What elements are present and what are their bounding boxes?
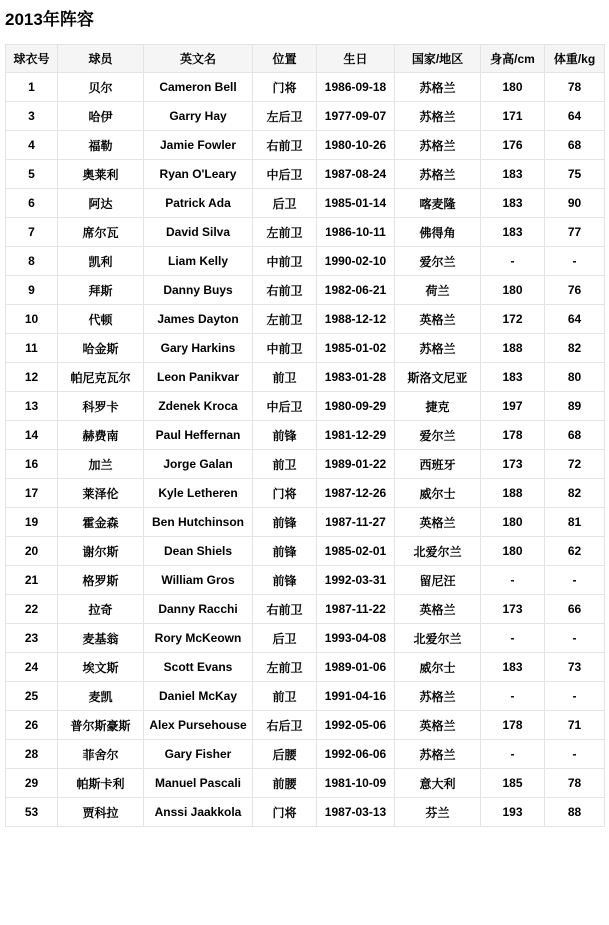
height-cell: 183 bbox=[481, 189, 545, 218]
table-header bbox=[6, 45, 605, 73]
height-cell: - bbox=[481, 247, 545, 276]
position-cell: 右前卫 bbox=[253, 595, 317, 624]
country-cell: 喀麦隆 bbox=[395, 189, 481, 218]
position-cell: 左前卫 bbox=[253, 653, 317, 682]
height-cell: 183 bbox=[481, 160, 545, 189]
player-name-cell: 帕斯卡利 bbox=[58, 769, 144, 798]
jersey-number-cell: 6 bbox=[6, 189, 58, 218]
table-row bbox=[6, 102, 605, 131]
height-cell: - bbox=[481, 740, 545, 769]
table-body bbox=[6, 73, 605, 827]
country-cell: 英格兰 bbox=[395, 595, 481, 624]
player-name-cell: 奥莱利 bbox=[58, 160, 144, 189]
jersey-number-cell: 16 bbox=[6, 450, 58, 479]
birthday-cell: 1983-01-28 bbox=[317, 363, 395, 392]
table-row bbox=[6, 131, 605, 160]
table-row bbox=[6, 711, 605, 740]
english-name-cell: Gary Harkins bbox=[144, 334, 253, 363]
weight-cell: 73 bbox=[545, 653, 605, 682]
player-name-cell: 代顿 bbox=[58, 305, 144, 334]
weight-cell: 77 bbox=[545, 218, 605, 247]
country-cell: 苏格兰 bbox=[395, 73, 481, 102]
jersey-number-cell: 9 bbox=[6, 276, 58, 305]
jersey-number-cell: 1 bbox=[6, 73, 58, 102]
english-name-cell: Manuel Pascali bbox=[144, 769, 253, 798]
column-header-birthday: 生日 bbox=[317, 45, 395, 73]
country-cell: 佛得角 bbox=[395, 218, 481, 247]
position-cell: 中后卫 bbox=[253, 392, 317, 421]
height-cell: 183 bbox=[481, 363, 545, 392]
player-name-cell: 拉奇 bbox=[58, 595, 144, 624]
position-cell: 前锋 bbox=[253, 508, 317, 537]
height-cell: 188 bbox=[481, 334, 545, 363]
player-name-cell: 拜斯 bbox=[58, 276, 144, 305]
weight-cell: 71 bbox=[545, 711, 605, 740]
weight-cell: 78 bbox=[545, 73, 605, 102]
position-cell: 左前卫 bbox=[253, 305, 317, 334]
height-cell: - bbox=[481, 682, 545, 711]
jersey-number-cell: 12 bbox=[6, 363, 58, 392]
table-row bbox=[6, 160, 605, 189]
player-name-cell: 格罗斯 bbox=[58, 566, 144, 595]
position-cell: 门将 bbox=[253, 73, 317, 102]
jersey-number-cell: 20 bbox=[6, 537, 58, 566]
weight-cell: 68 bbox=[545, 131, 605, 160]
birthday-cell: 1985-01-14 bbox=[317, 189, 395, 218]
birthday-cell: 1986-09-18 bbox=[317, 73, 395, 102]
column-header-english-name: 英文名 bbox=[144, 45, 253, 73]
jersey-number-cell: 28 bbox=[6, 740, 58, 769]
country-cell: 捷克 bbox=[395, 392, 481, 421]
position-cell: 左前卫 bbox=[253, 218, 317, 247]
birthday-cell: 1981-12-29 bbox=[317, 421, 395, 450]
weight-cell: 81 bbox=[545, 508, 605, 537]
height-cell: 197 bbox=[481, 392, 545, 421]
player-name-cell: 福勒 bbox=[58, 131, 144, 160]
english-name-cell: Ben Hutchinson bbox=[144, 508, 253, 537]
table-row bbox=[6, 218, 605, 247]
birthday-cell: 1992-05-06 bbox=[317, 711, 395, 740]
page-title: 2013年阵容 bbox=[5, 10, 94, 29]
english-name-cell: Gary Fisher bbox=[144, 740, 253, 769]
table-row bbox=[6, 798, 605, 827]
weight-cell: 90 bbox=[545, 189, 605, 218]
birthday-cell: 1985-02-01 bbox=[317, 537, 395, 566]
player-name-cell: 帕尼克瓦尔 bbox=[58, 363, 144, 392]
column-header-jersey-number: 球衣号 bbox=[6, 45, 58, 73]
height-cell: 171 bbox=[481, 102, 545, 131]
position-cell: 门将 bbox=[253, 479, 317, 508]
height-cell: 180 bbox=[481, 537, 545, 566]
position-cell: 前腰 bbox=[253, 769, 317, 798]
birthday-cell: 1980-09-29 bbox=[317, 392, 395, 421]
birthday-cell: 1992-03-31 bbox=[317, 566, 395, 595]
country-cell: 爱尔兰 bbox=[395, 247, 481, 276]
english-name-cell: William Gros bbox=[144, 566, 253, 595]
position-cell: 前卫 bbox=[253, 450, 317, 479]
table-header-row bbox=[6, 45, 605, 73]
weight-cell: 64 bbox=[545, 102, 605, 131]
birthday-cell: 1980-10-26 bbox=[317, 131, 395, 160]
player-name-cell: 阿达 bbox=[58, 189, 144, 218]
english-name-cell: Anssi Jaakkola bbox=[144, 798, 253, 827]
weight-cell: 78 bbox=[545, 769, 605, 798]
player-name-cell: 贾科拉 bbox=[58, 798, 144, 827]
birthday-cell: 1987-11-22 bbox=[317, 595, 395, 624]
weight-cell: - bbox=[545, 247, 605, 276]
player-name-cell: 普尔斯豪斯 bbox=[58, 711, 144, 740]
height-cell: 178 bbox=[481, 711, 545, 740]
table-row bbox=[6, 450, 605, 479]
english-name-cell: Danny Buys bbox=[144, 276, 253, 305]
weight-cell: 75 bbox=[545, 160, 605, 189]
position-cell: 后腰 bbox=[253, 740, 317, 769]
height-cell: 193 bbox=[481, 798, 545, 827]
birthday-cell: 1981-10-09 bbox=[317, 769, 395, 798]
height-cell: 180 bbox=[481, 508, 545, 537]
position-cell: 后卫 bbox=[253, 624, 317, 653]
player-name-cell: 埃文斯 bbox=[58, 653, 144, 682]
english-name-cell: Jamie Fowler bbox=[144, 131, 253, 160]
position-cell: 后卫 bbox=[253, 189, 317, 218]
country-cell: 英格兰 bbox=[395, 305, 481, 334]
position-cell: 前锋 bbox=[253, 566, 317, 595]
jersey-number-cell: 11 bbox=[6, 334, 58, 363]
birthday-cell: 1992-06-06 bbox=[317, 740, 395, 769]
country-cell: 北爱尔兰 bbox=[395, 624, 481, 653]
jersey-number-cell: 19 bbox=[6, 508, 58, 537]
position-cell: 中前卫 bbox=[253, 247, 317, 276]
height-cell: 176 bbox=[481, 131, 545, 160]
table-row bbox=[6, 682, 605, 711]
jersey-number-cell: 25 bbox=[6, 682, 58, 711]
english-name-cell: Cameron Bell bbox=[144, 73, 253, 102]
position-cell: 右后卫 bbox=[253, 711, 317, 740]
position-cell: 右前卫 bbox=[253, 131, 317, 160]
country-cell: 威尔士 bbox=[395, 479, 481, 508]
weight-cell: 62 bbox=[545, 537, 605, 566]
english-name-cell: Kyle Letheren bbox=[144, 479, 253, 508]
weight-cell: 88 bbox=[545, 798, 605, 827]
height-cell: - bbox=[481, 624, 545, 653]
player-name-cell: 科罗卡 bbox=[58, 392, 144, 421]
player-name-cell: 席尔瓦 bbox=[58, 218, 144, 247]
table-row bbox=[6, 479, 605, 508]
player-name-cell: 凯利 bbox=[58, 247, 144, 276]
jersey-number-cell: 4 bbox=[6, 131, 58, 160]
jersey-number-cell: 7 bbox=[6, 218, 58, 247]
player-name-cell: 谢尔斯 bbox=[58, 537, 144, 566]
birthday-cell: 1987-08-24 bbox=[317, 160, 395, 189]
table-row bbox=[6, 508, 605, 537]
player-name-cell: 赫费南 bbox=[58, 421, 144, 450]
birthday-cell: 1988-12-12 bbox=[317, 305, 395, 334]
country-cell: 苏格兰 bbox=[395, 131, 481, 160]
squad-table bbox=[5, 44, 605, 827]
birthday-cell: 1993-04-08 bbox=[317, 624, 395, 653]
country-cell: 苏格兰 bbox=[395, 334, 481, 363]
position-cell: 左后卫 bbox=[253, 102, 317, 131]
birthday-cell: 1990-02-10 bbox=[317, 247, 395, 276]
weight-cell: - bbox=[545, 566, 605, 595]
jersey-number-cell: 24 bbox=[6, 653, 58, 682]
country-cell: 苏格兰 bbox=[395, 160, 481, 189]
birthday-cell: 1987-03-13 bbox=[317, 798, 395, 827]
height-cell: 185 bbox=[481, 769, 545, 798]
height-cell: 180 bbox=[481, 73, 545, 102]
jersey-number-cell: 10 bbox=[6, 305, 58, 334]
country-cell: 爱尔兰 bbox=[395, 421, 481, 450]
birthday-cell: 1986-10-11 bbox=[317, 218, 395, 247]
jersey-number-cell: 8 bbox=[6, 247, 58, 276]
weight-cell: 68 bbox=[545, 421, 605, 450]
position-cell: 前锋 bbox=[253, 537, 317, 566]
english-name-cell: Liam Kelly bbox=[144, 247, 253, 276]
player-name-cell: 麦基翁 bbox=[58, 624, 144, 653]
country-cell: 苏格兰 bbox=[395, 740, 481, 769]
jersey-number-cell: 53 bbox=[6, 798, 58, 827]
table-row bbox=[6, 653, 605, 682]
jersey-number-cell: 17 bbox=[6, 479, 58, 508]
height-cell: - bbox=[481, 566, 545, 595]
height-cell: 183 bbox=[481, 653, 545, 682]
birthday-cell: 1987-11-27 bbox=[317, 508, 395, 537]
weight-cell: - bbox=[545, 682, 605, 711]
height-cell: 172 bbox=[481, 305, 545, 334]
jersey-number-cell: 14 bbox=[6, 421, 58, 450]
position-cell: 中前卫 bbox=[253, 334, 317, 363]
jersey-number-cell: 23 bbox=[6, 624, 58, 653]
table-row bbox=[6, 740, 605, 769]
player-name-cell: 加兰 bbox=[58, 450, 144, 479]
table-row bbox=[6, 566, 605, 595]
country-cell: 意大利 bbox=[395, 769, 481, 798]
jersey-number-cell: 5 bbox=[6, 160, 58, 189]
english-name-cell: Zdenek Kroca bbox=[144, 392, 253, 421]
height-cell: 173 bbox=[481, 450, 545, 479]
table-row bbox=[6, 276, 605, 305]
player-name-cell: 菲舍尔 bbox=[58, 740, 144, 769]
player-name-cell: 贝尔 bbox=[58, 73, 144, 102]
english-name-cell: Danny Racchi bbox=[144, 595, 253, 624]
birthday-cell: 1982-06-21 bbox=[317, 276, 395, 305]
weight-cell: 80 bbox=[545, 363, 605, 392]
position-cell: 前卫 bbox=[253, 682, 317, 711]
country-cell: 西班牙 bbox=[395, 450, 481, 479]
table-row bbox=[6, 624, 605, 653]
country-cell: 北爱尔兰 bbox=[395, 537, 481, 566]
english-name-cell: Patrick Ada bbox=[144, 189, 253, 218]
weight-cell: 82 bbox=[545, 479, 605, 508]
jersey-number-cell: 22 bbox=[6, 595, 58, 624]
table-row bbox=[6, 334, 605, 363]
weight-cell: 76 bbox=[545, 276, 605, 305]
country-cell: 英格兰 bbox=[395, 508, 481, 537]
jersey-number-cell: 3 bbox=[6, 102, 58, 131]
table-row bbox=[6, 363, 605, 392]
country-cell: 芬兰 bbox=[395, 798, 481, 827]
position-cell: 门将 bbox=[253, 798, 317, 827]
english-name-cell: Paul Heffernan bbox=[144, 421, 253, 450]
birthday-cell: 1989-01-06 bbox=[317, 653, 395, 682]
weight-cell: 72 bbox=[545, 450, 605, 479]
weight-cell: - bbox=[545, 740, 605, 769]
birthday-cell: 1989-01-22 bbox=[317, 450, 395, 479]
english-name-cell: Dean Shiels bbox=[144, 537, 253, 566]
english-name-cell: Scott Evans bbox=[144, 653, 253, 682]
weight-cell: 66 bbox=[545, 595, 605, 624]
country-cell: 威尔士 bbox=[395, 653, 481, 682]
weight-cell: 89 bbox=[545, 392, 605, 421]
position-cell: 前卫 bbox=[253, 363, 317, 392]
height-cell: 180 bbox=[481, 276, 545, 305]
table-row bbox=[6, 392, 605, 421]
player-name-cell: 莱泽伦 bbox=[58, 479, 144, 508]
column-header-position: 位置 bbox=[253, 45, 317, 73]
table-row bbox=[6, 537, 605, 566]
country-cell: 荷兰 bbox=[395, 276, 481, 305]
table-row bbox=[6, 305, 605, 334]
jersey-number-cell: 21 bbox=[6, 566, 58, 595]
jersey-number-cell: 26 bbox=[6, 711, 58, 740]
english-name-cell: David Silva bbox=[144, 218, 253, 247]
jersey-number-cell: 29 bbox=[6, 769, 58, 798]
table-row bbox=[6, 769, 605, 798]
player-name-cell: 霍金森 bbox=[58, 508, 144, 537]
english-name-cell: Rory McKeown bbox=[144, 624, 253, 653]
table-row bbox=[6, 595, 605, 624]
table-row bbox=[6, 247, 605, 276]
country-cell: 斯洛文尼亚 bbox=[395, 363, 481, 392]
jersey-number-cell: 13 bbox=[6, 392, 58, 421]
table-row bbox=[6, 189, 605, 218]
column-header-player-name: 球员 bbox=[58, 45, 144, 73]
country-cell: 英格兰 bbox=[395, 711, 481, 740]
table-row bbox=[6, 421, 605, 450]
height-cell: 188 bbox=[481, 479, 545, 508]
country-cell: 苏格兰 bbox=[395, 682, 481, 711]
weight-cell: 64 bbox=[545, 305, 605, 334]
player-name-cell: 哈伊 bbox=[58, 102, 144, 131]
column-header-height: 身高/cm bbox=[481, 45, 545, 73]
english-name-cell: Ryan O'Leary bbox=[144, 160, 253, 189]
position-cell: 中后卫 bbox=[253, 160, 317, 189]
height-cell: 183 bbox=[481, 218, 545, 247]
height-cell: 178 bbox=[481, 421, 545, 450]
birthday-cell: 1987-12-26 bbox=[317, 479, 395, 508]
english-name-cell: Daniel McKay bbox=[144, 682, 253, 711]
english-name-cell: James Dayton bbox=[144, 305, 253, 334]
birthday-cell: 1985-01-02 bbox=[317, 334, 395, 363]
birthday-cell: 1991-04-16 bbox=[317, 682, 395, 711]
weight-cell: - bbox=[545, 624, 605, 653]
player-name-cell: 麦凯 bbox=[58, 682, 144, 711]
weight-cell: 82 bbox=[545, 334, 605, 363]
english-name-cell: Garry Hay bbox=[144, 102, 253, 131]
birthday-cell: 1977-09-07 bbox=[317, 102, 395, 131]
country-cell: 苏格兰 bbox=[395, 102, 481, 131]
column-header-country: 国家/地区 bbox=[395, 45, 481, 73]
table-row bbox=[6, 73, 605, 102]
player-name-cell: 哈金斯 bbox=[58, 334, 144, 363]
position-cell: 前锋 bbox=[253, 421, 317, 450]
height-cell: 173 bbox=[481, 595, 545, 624]
position-cell: 右前卫 bbox=[253, 276, 317, 305]
country-cell: 留尼汪 bbox=[395, 566, 481, 595]
english-name-cell: Jorge Galan bbox=[144, 450, 253, 479]
english-name-cell: Leon Panikvar bbox=[144, 363, 253, 392]
column-header-weight: 体重/kg bbox=[545, 45, 605, 73]
english-name-cell: Alex Pursehouse bbox=[144, 711, 253, 740]
